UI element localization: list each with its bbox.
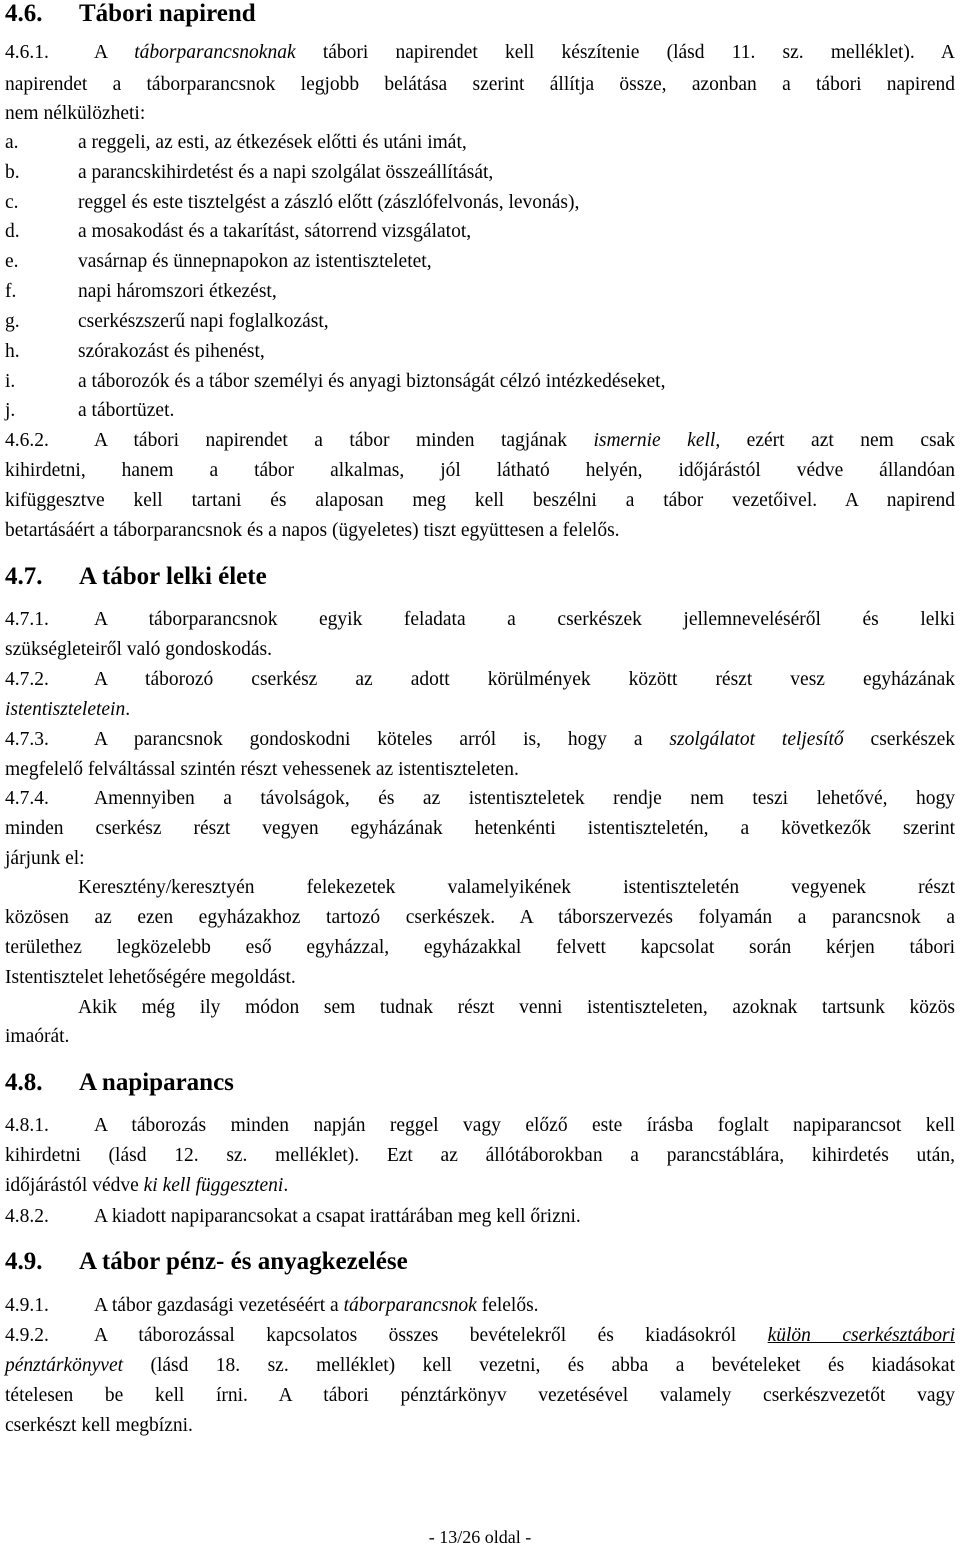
- list-marker: a.: [5, 132, 19, 153]
- paragraph-4-7-3-line-2: megfelelő felváltással szintén részt vehessenek az istentiszteleten.: [5, 759, 519, 780]
- list-marker: i.: [5, 371, 16, 392]
- heading-4-9: [5, 1248, 408, 1276]
- emphasis: istentiszteletein: [5, 699, 126, 720]
- heading-title: A tábor lelki élete: [79, 563, 267, 590]
- list-item: c. reggel és este tisztelgést a zászló előtt (zászlófelvonás, levonás),: [5, 192, 580, 213]
- heading-number: 4.7.: [5, 563, 43, 590]
- paragraph-4-7-3-line-1: 4.7.3. A parancsnok gondoskodni köteles arról is, hogy a szolgálatot teljesítő cserkészek: [5, 729, 955, 750]
- paragraph-4-6-2-line-2: kihirdetni, hanem a tábor alkalmas, jól látható helyén, időjárástól védve állandóan: [5, 460, 955, 481]
- paragraph-4-7-4-line-9: imaórát.: [5, 1026, 70, 1047]
- paragraph-4-8-1-line-2: kihirdetni (lásd 12. sz. melléklet). Ezt az állótáborokban a parancstáblára, kihirdetés után,: [5, 1145, 955, 1166]
- heading-number: 4.9.: [5, 1248, 43, 1275]
- list-item: d. a mosakodást és a takarítást, sátorrend vizsgálatot,: [5, 221, 472, 242]
- heading-4-8: [5, 1069, 234, 1097]
- list-marker: d.: [5, 221, 20, 242]
- list-marker: e.: [5, 251, 19, 272]
- list-marker: g.: [5, 311, 20, 332]
- emphasis: pénztárkönyvet: [5, 1355, 124, 1376]
- emphasis: külön cserkésztábori: [767, 1325, 955, 1346]
- paragraph-number: 4.7.3.: [5, 729, 49, 750]
- list-marker: c.: [5, 192, 19, 213]
- heading-title: A napiparancs: [79, 1069, 234, 1096]
- list-item: g. cserkészszerű napi foglalkozást,: [5, 311, 329, 332]
- paragraph-4-7-2-line-1: 4.7.2. A táborozó cserkész az adott körülmények között részt vesz egyházának: [5, 669, 955, 690]
- emphasis: táborparancsnoknak: [134, 42, 296, 63]
- paragraph-number: 4.8.2.: [5, 1206, 49, 1227]
- list-item: f. napi háromszori étkezést,: [5, 281, 277, 302]
- paragraph-4-7-4-line-5: közösen az ezen egyházakhoz tartozó cserkészek. A táborszervezés folyamán a parancsnok a: [5, 907, 955, 928]
- paragraph-number: 4.7.4.: [5, 788, 49, 809]
- paragraph-4-7-4-line-2: minden cserkész részt vegyen egyházának hetenkénti istentiszteletén, a következők szerint: [5, 818, 955, 839]
- paragraph-4-6-1-line-1: 4.6.1. A táborparancsnoknak tábori napirendet kell készítenie (lásd 11. sz. melléklet). A: [5, 42, 955, 63]
- paragraph-number: 4.8.1.: [5, 1115, 49, 1136]
- paragraph-4-9-2-line-4: cserkészt kell megbízni.: [5, 1415, 193, 1436]
- paragraph-4-9-2-line-1: 4.9.2. A táborozással kapcsolatos összes bevételekről és kiadásokról külön cserkésztábori: [5, 1325, 955, 1346]
- paragraph-4-8-2-line-1: 4.8.2. A kiadott napiparancsokat a csapat irattárában meg kell őrizni.: [5, 1206, 581, 1227]
- heading-number: 4.8.: [5, 1069, 43, 1096]
- list-item: i. a táborozók és a tábor személyi és anyagi biztonságát célzó intézkedéseket,: [5, 371, 666, 392]
- paragraph-4-8-1-line-3: időjárástól védve ki kell függeszteni.: [5, 1175, 289, 1196]
- paragraph-4-7-4-line-3: járjunk el:: [5, 848, 85, 869]
- list-item: j. a tábortüzet.: [5, 400, 175, 421]
- list-item: e. vasárnap és ünnepnapokon az istentiszteletet,: [5, 251, 432, 272]
- emphasis: szolgálatot teljesítő: [669, 729, 844, 750]
- paragraph-4-7-4-line-4: Keresztény/keresztyén felekezetek valamelyikének istentiszteletén vegyenek részt: [78, 877, 955, 898]
- paragraph-4-9-2-line-3: tételesen be kell írni. A tábori pénztárkönyv vezetésével valamely cserkészvezetőt vagy: [5, 1385, 955, 1406]
- paragraph-number: 4.9.1.: [5, 1295, 49, 1316]
- paragraph-4-7-4-line-1: 4.7.4. Amennyiben a távolságok, és az istentiszteletek rendje nem teszi lehetővé, hogy: [5, 788, 955, 809]
- paragraph-4-6-2-line-4: betartásáért a táborparancsnok és a napos (ügyeletes) tiszt együttesen a felelős.: [5, 520, 620, 541]
- paragraph-4-9-1-line-1: 4.9.1. A tábor gazdasági vezetéséért a táborparancsnok felelős.: [5, 1295, 539, 1316]
- list-marker: f.: [5, 281, 17, 302]
- list-item: h. szórakozást és pihenést,: [5, 341, 265, 362]
- paragraph-4-9-2-line-2: pénztárkönyvet (lásd 18. sz. melléklet) kell vezetni, és abba a bevételeket és kiadásokat: [5, 1355, 955, 1376]
- emphasis: táborparancsnok: [343, 1295, 477, 1316]
- page-footer: - 13/26 oldal -: [428, 1527, 532, 1547]
- paragraph-4-7-1-line-2: szükségleteiről való gondoskodás.: [5, 639, 272, 660]
- paragraph-4-6-2-line-1: 4.6.2. A tábori napirendet a tábor minden tagjának ismernie kell, ezért azt nem csak: [5, 430, 955, 451]
- paragraph-4-7-4-line-8: Akik még ily módon sem tudnak részt venni istentiszteleten, azoknak tartsunk közös: [78, 997, 955, 1018]
- emphasis: ki kell függeszteni: [143, 1175, 284, 1196]
- paragraph-4-8-1-line-1: 4.8.1. A táborozás minden napján reggel vagy előző este írásba foglalt napiparancsot kell: [5, 1115, 955, 1136]
- paragraph-4-6-1-line-2: napirendet a táborparancsnok legjobb belátása szerint állítja össze, azonban a tábori napirend: [5, 74, 955, 95]
- list-marker: j.: [5, 400, 16, 421]
- paragraph-4-7-2-line-2: istentiszteletein.: [5, 699, 131, 720]
- list-item: a. a reggeli, az esti, az étkezések előtti és utáni imát,: [5, 132, 467, 153]
- heading-4-6: [5, 0, 256, 28]
- list-marker: b.: [5, 162, 20, 183]
- paragraph-4-6-2-line-3: kifüggesztve kell tartani és alaposan meg kell beszélni a tábor vezetőivel. A napirend: [5, 490, 955, 511]
- list-marker: h.: [5, 341, 20, 362]
- paragraph-number: 4.6.2.: [5, 430, 49, 451]
- heading-4-7: [5, 563, 267, 591]
- paragraph-number: 4.6.1.: [5, 42, 49, 63]
- paragraph-number: 4.9.2.: [5, 1325, 49, 1346]
- paragraph-4-7-4-line-7: Istentisztelet lehetőségére megoldást.: [5, 967, 296, 988]
- paragraph-4-6-1-line-3: nem nélkülözheti:: [5, 103, 146, 124]
- emphasis: ismernie kell: [593, 430, 716, 451]
- heading-title: A tábor pénz- és anyagkezelése: [79, 1248, 408, 1275]
- paragraph-number: 4.7.2.: [5, 669, 49, 690]
- paragraph-number: 4.7.1.: [5, 609, 49, 630]
- heading-title: Tábori napirend: [79, 0, 256, 27]
- heading-number: 4.6.: [5, 0, 43, 27]
- paragraph-4-7-1-line-1: 4.7.1. A táborparancsnok egyik feladata a cserkészek jellemneveléséről és lelki: [5, 609, 955, 630]
- list-item: b. a parancskihirdetést és a napi szolgálat összeállítását,: [5, 162, 494, 183]
- paragraph-4-7-4-line-6: területhez legközelebb eső egyházzal, egyházakkal felvett kapcsolat során kérjen tábori: [5, 937, 955, 958]
